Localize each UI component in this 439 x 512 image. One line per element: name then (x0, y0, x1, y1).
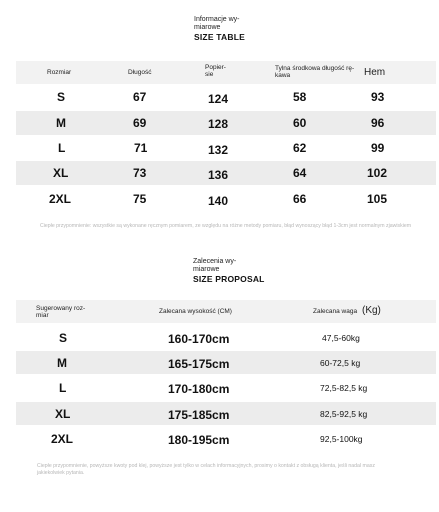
table-cell-hem: 96 (371, 116, 385, 130)
size-table-heading-line1: Informacje wy- (194, 16, 240, 23)
table-cell-size: 2XL (49, 192, 72, 206)
column-header-weight: Zalecana waga (313, 308, 358, 315)
size-table-header (16, 61, 436, 84)
column-header-suggested-size-line2: miar (36, 312, 49, 319)
proposal-cell-size: M (57, 356, 67, 370)
table-cell-chest: 132 (208, 143, 229, 157)
proposal-cell-height: 170-180cm (168, 382, 230, 396)
size-table-note: Ciepłe przypomnienie: wszystkie są wykonane ręcznym pomiarem, ze względu na różne metody pomiaru, błąd wynoszący błąd 1-3cm jest normalnym zjawiskiem (40, 223, 412, 229)
size-proposal-note-line1: Ciepłe przypomnienie, powyższe kwoty pod klej, powyższe jest tylko w celach informacyjnych, prosimy o kontakt z obsługą klienta, jeśli nadal masz (37, 463, 375, 469)
proposal-cell-height: 165-175cm (168, 357, 230, 371)
size-proposal-note (37, 463, 436, 476)
proposal-cell-weight: 72,5-82,5 kg (320, 383, 368, 393)
proposal-cell-size: 2XL (51, 432, 74, 446)
table-cell-size: XL (53, 166, 69, 180)
table-cell-chest: 124 (208, 92, 229, 106)
table-cell-size: M (56, 116, 66, 130)
size-proposal-heading (193, 258, 265, 283)
column-header-sleeve-line2: kawa (275, 72, 291, 79)
table-cell-hem: 105 (367, 192, 388, 206)
size-proposal-heading-line2: miarowe (193, 266, 220, 273)
column-header-size: Rozmiar (47, 69, 72, 76)
column-header-length: Długość (128, 69, 152, 76)
table-cell-hem: 93 (371, 90, 385, 104)
column-header-weight-unit: (Kg) (362, 305, 381, 316)
table-cell-sleeve: 62 (293, 141, 307, 155)
proposal-cell-weight: 82,5-92,5 kg (320, 409, 368, 419)
table-cell-length: 73 (133, 166, 147, 180)
size-table-heading (194, 16, 245, 41)
proposal-cell-weight: 92,5-100kg (320, 434, 363, 444)
table-cell-size: L (58, 141, 66, 155)
proposal-cell-weight: 47,5-60kg (322, 333, 360, 343)
table-cell-sleeve: 60 (293, 116, 307, 130)
table-cell-sleeve: 66 (293, 192, 307, 206)
table-cell-chest: 136 (208, 168, 229, 182)
column-header-chest-line1: Popier- (205, 64, 226, 71)
proposal-cell-height: 175-185cm (168, 408, 230, 422)
size-proposal-heading-line1: Zalecenia wy- (193, 258, 237, 265)
size-table-heading-line2: miarowe (194, 24, 221, 31)
table-cell-size: S (57, 90, 66, 104)
size-proposal-title: SIZE PROPOSAL (193, 274, 265, 284)
size-table-title: SIZE TABLE (194, 32, 245, 42)
table-cell-chest: 140 (208, 194, 229, 208)
table-cell-length: 75 (133, 192, 147, 206)
table-cell-hem: 102 (367, 166, 388, 180)
table-cell-hem: 99 (371, 141, 385, 155)
table-cell-length: 67 (133, 90, 147, 104)
proposal-cell-size: L (59, 381, 67, 395)
proposal-cell-size: XL (55, 407, 71, 421)
proposal-cell-size: S (59, 331, 68, 345)
table-cell-length: 69 (133, 116, 147, 130)
proposal-cell-weight: 60-72,5 kg (320, 358, 361, 368)
column-header-height: Zalecana wysokość (CM) (159, 308, 232, 315)
size-proposal-note-line2: jakiekolwiek pytania. (37, 469, 85, 476)
table-cell-chest: 128 (208, 117, 229, 131)
column-header-sleeve-line1: Tylna środkowa długość rę- (275, 65, 355, 72)
size-proposal-header (16, 300, 436, 323)
column-header-hem: Hem (364, 67, 386, 78)
table-cell-length: 71 (134, 141, 148, 155)
table-cell-sleeve: 64 (293, 166, 307, 180)
table-cell-sleeve: 58 (293, 90, 307, 104)
proposal-cell-height: 160-170cm (168, 332, 230, 346)
proposal-cell-height: 180-195cm (168, 433, 230, 447)
column-header-chest-line2: sie (205, 71, 214, 78)
column-header-suggested-size-line1: Sugerowany roz- (36, 305, 86, 312)
